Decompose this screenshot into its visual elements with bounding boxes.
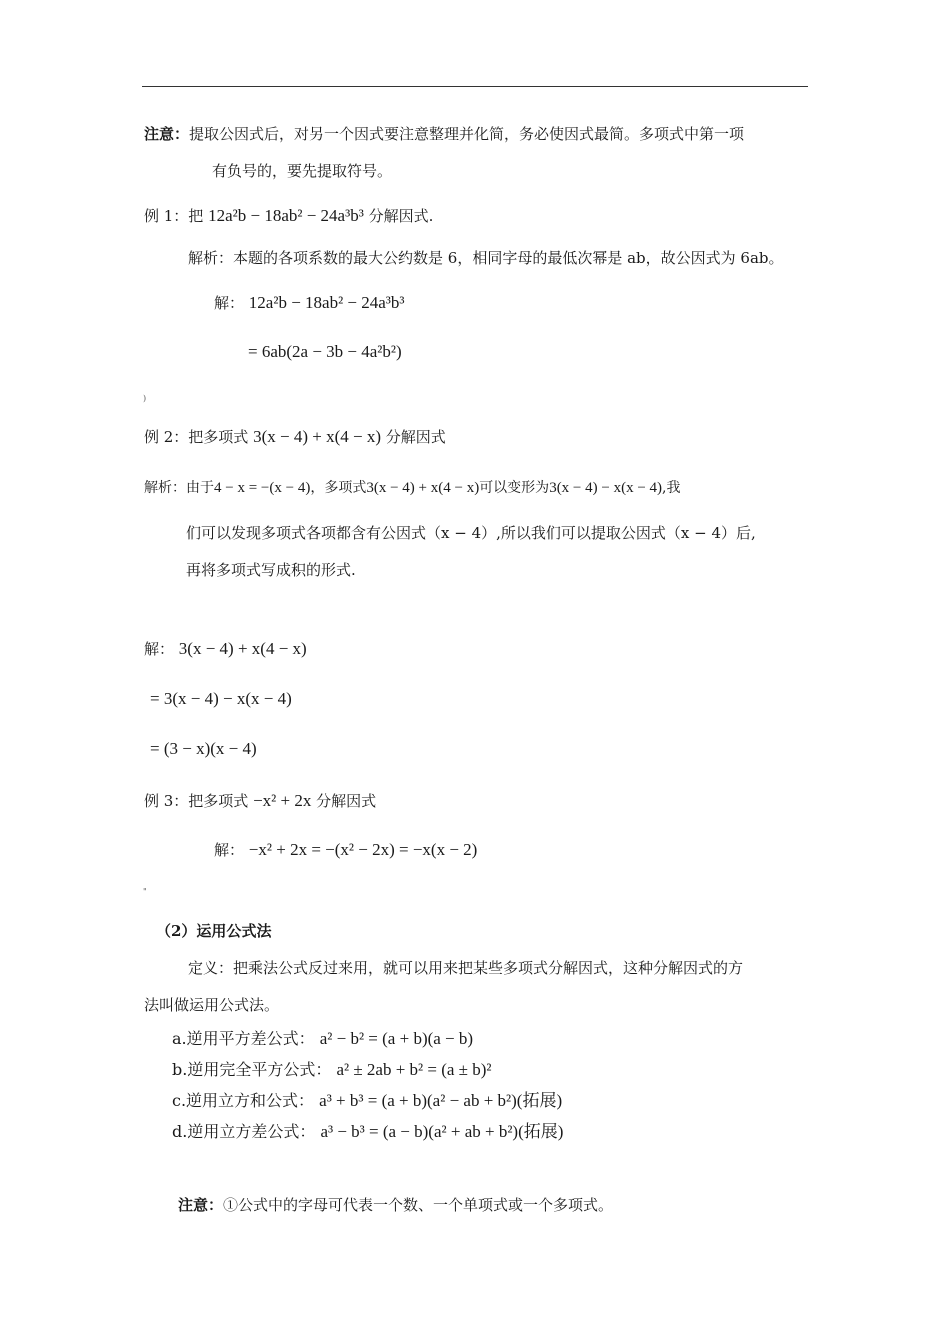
formula-b-label: b.逆用完全平方公式： (172, 1060, 332, 1079)
header-rule (142, 86, 808, 87)
note1-line1 (144, 124, 744, 144)
formula-a (172, 1029, 473, 1049)
formula-c-expr: a³ + b³ = (a + b)(a² − ab + b²)(拓展) (319, 1091, 563, 1110)
example1-statement (144, 206, 433, 226)
example3-statement (144, 791, 376, 811)
note2-label: 注意： (178, 1196, 224, 1214)
example1-analysis: 解析：本题的各项系数的最大公约数是 6，相同字母的最低次幂是 ab，故公因式为 6ab。 (188, 249, 784, 267)
stray-mark-2: " (143, 887, 147, 896)
example1-solution-line2: = 6ab(2a − 3b − 4a²b²) (248, 342, 402, 361)
note1-label: 注意： (144, 125, 190, 143)
example2-analysis-a: 解析：由于 (144, 480, 214, 496)
formula-d (172, 1122, 563, 1142)
example2-label: 例 2：把多项式 (144, 428, 249, 446)
example2-sol-expr1: 3(x − 4) + x(4 − x) (178, 639, 307, 658)
formula-d-label: d.逆用立方差公式： (172, 1122, 316, 1141)
example3-expr: −x² + 2x (253, 791, 312, 810)
formula-a-label: a.逆用平方差公式： (172, 1029, 315, 1048)
example2-solution-line2: = 3(x − 4) − x(x − 4) (150, 689, 292, 708)
example2-analysis-b: 4 − x = −(x − 4) (214, 480, 311, 496)
example2-analysis-g: ,我 (662, 480, 681, 496)
example3-sol-expr: −x² + 2x = −(x² − 2x) = −x(x − 2) (248, 840, 478, 859)
example2-analysis-line1 (144, 478, 681, 498)
example2-analysis-c: ，多项式 (310, 480, 367, 496)
example3-sol-label: 解： (214, 841, 245, 859)
note2 (178, 1195, 613, 1215)
section2-definition-line2: 法叫做运用公式法。 (144, 996, 280, 1014)
section2-definition-line1: 定义：把乘法公式反过来用，就可以用来把某些多项式分解因式，这种分解因式的方 (188, 959, 744, 977)
example2-solution-line3: = (3 − x)(x − 4) (150, 739, 257, 758)
example2-analysis-d: 3(x − 4) + x(4 − x) (366, 480, 480, 496)
example2-sol-label: 解： (144, 640, 175, 658)
example3-suffix: 分解因式 (316, 792, 377, 810)
example2-statement (144, 427, 446, 447)
note1-line2: 有负号的，要先提取符号。 (212, 162, 393, 180)
example1-expr: 12a²b − 18ab² − 24a³b³ (208, 206, 364, 225)
formula-c (172, 1091, 562, 1111)
formula-a-expr: a² − b² = (a + b)(a − b) (319, 1029, 474, 1048)
section2-heading: （2）运用公式法 (156, 922, 272, 940)
note2-text: ①公式中的字母可代表一个数、一个单项式或一个多项式。 (223, 1196, 614, 1214)
example3-label: 例 3：把多项式 (144, 792, 249, 810)
example2-solution-line1 (144, 639, 307, 659)
note1-text1: 提取公因式后，对另一个因式要注意整理并化简，务必使因式最简。多项式中第一项 (189, 125, 745, 143)
example1-sol-label: 解： (214, 294, 245, 312)
example2-suffix: 分解因式 (385, 428, 446, 446)
formula-b-expr: a² ± 2ab + b² = (a ± b)² (336, 1060, 492, 1079)
example2-expr: 3(x − 4) + x(4 − x) (253, 427, 382, 446)
example1-solution-line1 (214, 293, 405, 313)
example3-solution (214, 840, 477, 860)
example1-sol-expr1: 12a²b − 18ab² − 24a³b³ (248, 293, 405, 312)
example1-suffix: 分解因式. (368, 207, 434, 225)
stray-mark-1: ) (143, 394, 147, 403)
formula-d-expr: a³ − b³ = (a − b)(a² + ab + b²)(拓展) (320, 1122, 564, 1141)
example2-analysis-line2: 们可以发现多项式各项都含有公因式（x − 4）,所以我们可以提取公因式（x − 4）后, (186, 524, 756, 542)
formula-c-label: c.逆用立方和公式： (172, 1091, 315, 1110)
example1-label: 例 1：把 (144, 207, 204, 225)
example2-analysis-f: 3(x − 4) − x(x − 4) (549, 480, 663, 496)
example2-analysis-line3: 再将多项式写成积的形式. (186, 561, 356, 579)
formula-b (172, 1060, 492, 1080)
example2-analysis-e: 可以变形为 (479, 480, 550, 496)
